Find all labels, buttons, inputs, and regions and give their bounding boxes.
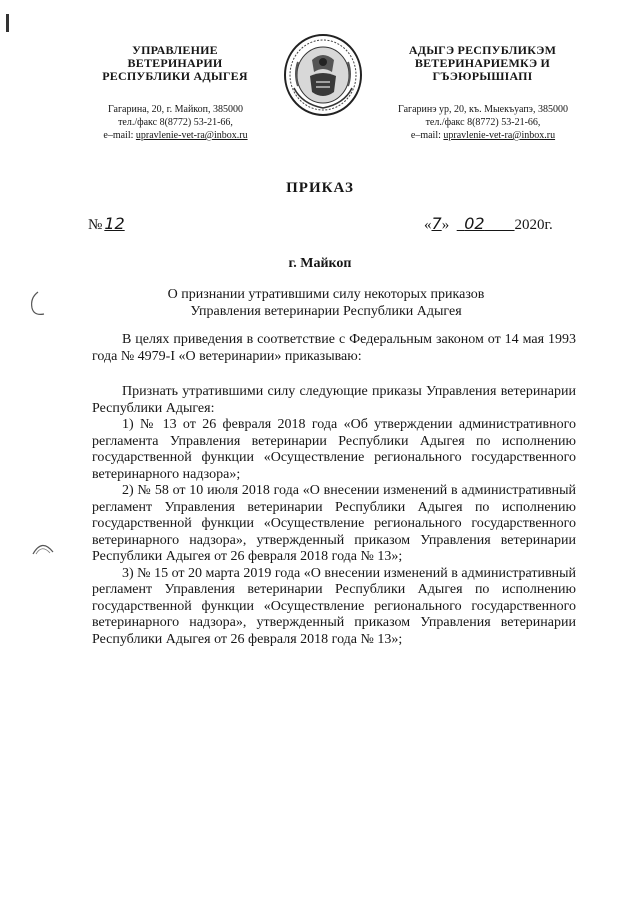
order-subject [140, 286, 512, 320]
issuer-name-adyghe [395, 44, 570, 83]
margin-arc-mark [30, 536, 56, 558]
issuer-line: ГЪЭЮРЫШІАПІ [432, 69, 533, 83]
order-body [92, 384, 576, 648]
document-title: ПРИКАЗ [286, 180, 354, 196]
date-quote: « [424, 217, 432, 233]
subject-line: О признании утратившими силу некоторых приказов [167, 287, 485, 302]
list-item: 2) № 58 от 10 июля 2018 года «О внесении изменений в административный регламент Управления ветеринарии Республики Адыгея по исполнению государственной функции «Осуществление регионального государственного ветеринарного надзора», утвержденный приказом Управления ветеринарии Республики Адыгея от 26 февраля 2018 года № 13»; [92, 483, 576, 564]
email-prefix: e–mail: [103, 130, 136, 141]
preamble-paragraph: В целях приведения в соответствие с Федеральным законом от 14 мая 1993 года № 4979-I «О ветеринарии» приказываю: [92, 332, 576, 364]
email-link: upravlenie-vet-ra@inbox.ru [135, 130, 248, 141]
issuer-line: РЕСПУБЛИКИ АДЫГЕЯ [102, 69, 248, 83]
city: г. Майкоп [288, 256, 352, 271]
handwritten-number: 12 [104, 214, 125, 233]
issuer-name-russian [80, 44, 270, 83]
list-item: 3) № 15 от 20 марта 2019 года «О внесении изменений в административный регламент Управления ветеринарии Республики Адыгея по исполнению государственной функции «Осуществление регионального государственного ветеринарного надзора», утвержденный приказом Управления ветеринарии Республики Адыгея от 26 февраля 2018 года № 13»; [92, 565, 576, 647]
handwritten-month: 02 [464, 214, 485, 233]
address-block-right [383, 103, 583, 142]
order-number [88, 214, 125, 234]
address-line: Гагарина, 20, г. Майкоп, 385000 [107, 104, 243, 115]
adygea-coat-of-arms-icon [282, 32, 364, 118]
handwritten-day: 7 [431, 214, 442, 233]
scan-edge-mark [6, 14, 9, 32]
address-block-left [78, 103, 273, 142]
margin-bracket-mark [24, 290, 48, 320]
number-prefix: № [88, 217, 103, 233]
subject-line: Управления ветеринарии Республики Адыгея [190, 304, 462, 319]
date-quote: » [441, 217, 450, 233]
issuer-line: АДЫГЭ РЕСПУБЛИКЭМ [408, 43, 557, 57]
address-line: Гагаринэ ур, 20, къ. Мыекъуапэ, 385000 [398, 104, 568, 115]
email-link: upravlenie-vet-ra@inbox.ru [443, 130, 556, 141]
email-line [78, 129, 273, 142]
email-prefix: e–mail: [410, 130, 444, 141]
phone-line: тел./факс 8(8772) 53-21-66, [118, 117, 233, 128]
phone-line: тел./факс 8(8772) 53-21-66, [425, 117, 541, 128]
issuer-line: УПРАВЛЕНИЕ [132, 43, 218, 57]
recognize-intro: Признать утратившими силу следующие приказы Управления ветеринарии Республики Адыгея: [92, 384, 576, 416]
email-line [383, 129, 583, 142]
date-year: 2020г. [514, 217, 553, 233]
issuer-line: ВЕТЕРИНАРИЕМКЭ И [414, 56, 551, 70]
list-item: 1) № 13 от 26 февраля 2018 года «Об утверждении административного регламента Управления ветеринарии Республики Адыгея по исполнению государственной функции «Осуществление регионального государственного ветеринарного надзора»; [92, 417, 576, 482]
issuer-line: ВЕТЕРИНАРИИ [127, 56, 223, 70]
order-date [424, 214, 553, 234]
